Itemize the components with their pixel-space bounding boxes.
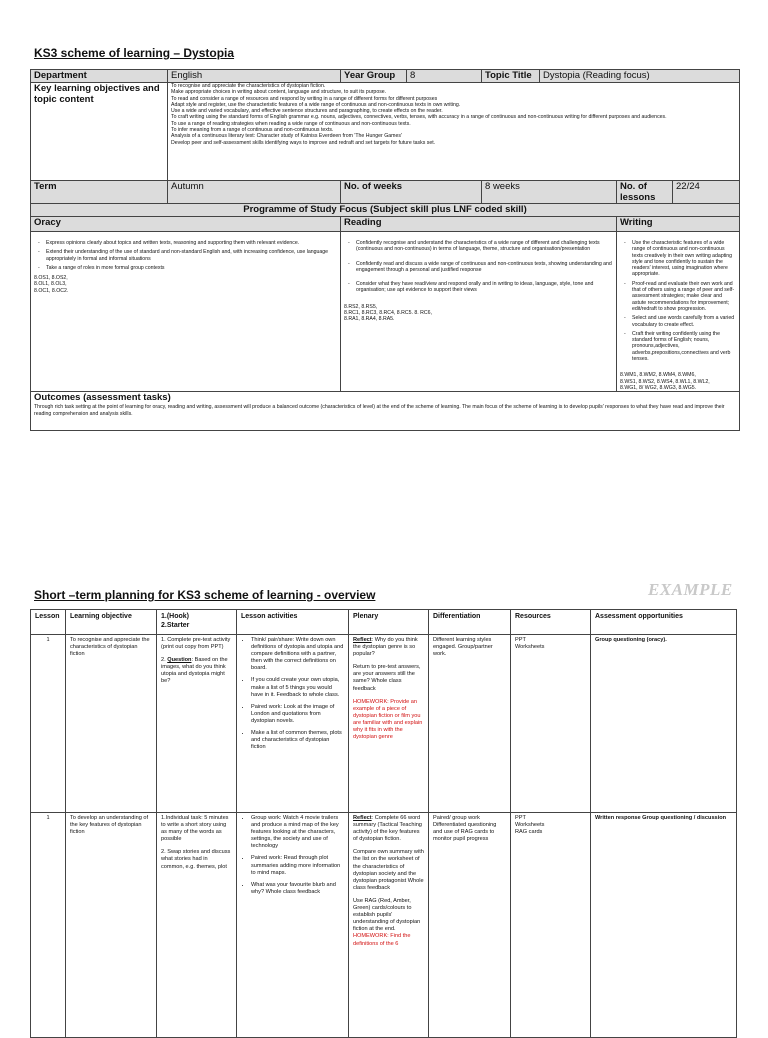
table-row [31, 813, 737, 1038]
question-label: Question [167, 657, 192, 664]
reflect-label: Reflect [353, 637, 372, 643]
department-value: English [168, 70, 341, 83]
differentiation-cell: Paired/ group work Differentiated questioning and use of RAG cards to monitor pupil progress [429, 813, 511, 1038]
assessment-cell: Written response Group questioning / discussion [591, 813, 737, 1038]
plenary-text: Compare own summary with the list on the worksheet of the characteristics of dystopian society and the dystopian protagonist Whole class feedback [353, 849, 424, 891]
header-starter [157, 610, 237, 635]
outcomes-text: Through rich task setting at the point of learning for oracy, reading and writing, assessment will produce a balanced outcome (characteristics of level) at the end of the scheme of learning. The main focus of the scheme of learning is to develop pupils' responses to what they have read and improve their reading comprehension and analysis skills. [34, 404, 725, 417]
year-group-value: 8 [407, 70, 482, 83]
header-resources: Resources [511, 610, 591, 635]
resource-item: PPT [515, 815, 526, 821]
objective-item: Use a wide and varied vocabulary, and effective sentence structures and paragraphing, to create effects on the reader. [171, 108, 443, 115]
objective-item: To use a range of reading strategies when reading a wide range of continuous and non-continuous texts. [171, 120, 411, 127]
differentiation-cell: Different learning styles engaged. Group/partner work. [429, 635, 511, 813]
resource-item: Worksheets [515, 644, 545, 651]
oracy-label: Oracy [31, 217, 341, 232]
activity-item: • Paired work: Look at the image of London and quotations from dystopian novels. [251, 704, 344, 725]
objective-item: To read and consider a range of resources and respond by writing in a range of different forms for different purposes [171, 95, 438, 102]
plenary-text: Return to pre-test answers, are your answers still the same? Whole class feedback [353, 664, 421, 692]
objectives-label: Key learning objectives and topic content [31, 83, 168, 181]
outcomes-label: Outcomes (assessment tasks) [34, 392, 171, 404]
writing-code: 8.WS1, 8.WS2, 8.WS4, 8.WL1, 8.WL2, [620, 378, 710, 385]
objective-item: Develop peer and self-assessment skills identifying ways to improve and redraft and set targets for future tasks set. [171, 139, 436, 146]
header-plenary: Plenary [349, 610, 429, 635]
resource-item: PPT [515, 637, 526, 643]
lesson-number: 1 [31, 635, 66, 813]
writing-item: - Proof-read and evaluate their own work and that of others using a range of peer and self-assessment strategies; make clear and astute recommendations for improvement; edit/redraft to show progression. [626, 281, 736, 312]
reading-code: 8.RC1, 8.RC3, 8.RC4, 8.RC5. 8. RC6, [344, 310, 432, 317]
writing-code: 8.WM1, 8.WM2, 8.WM4, 8.WM6, [620, 372, 696, 379]
scheme-table [30, 69, 740, 431]
example-watermark: EXAMPLE [648, 580, 733, 599]
lessons-value: 22/24 [673, 181, 740, 204]
activity-item: • What was your favourite blurb and why? Whole class feedback [251, 882, 344, 896]
starter-question: 2. Question: Based on the images, what do you think utopia and dystopia might be? [161, 657, 228, 685]
activity-item: • Group work: Watch 4 movie trailers and produce a mind map of the key features looking at the characters, settings, the society and use of technology [251, 815, 344, 850]
starter-cell [157, 635, 237, 813]
objective-item: Analysis of a continuous literary text: Character study of Katniss Everdeen from 'The Hunger Games' [171, 133, 402, 140]
reflect-label: Reflect [353, 815, 372, 821]
lesson-number: 1 [31, 813, 66, 1038]
plenary-cell [349, 813, 429, 1038]
planning-table [30, 609, 737, 1038]
plenary-cell [349, 635, 429, 813]
writing-code: 8.WG1, 8/ WG2, 8.WG3, 8.WG5. [620, 384, 697, 391]
oracy-item: - Take a range of roles in more formal group contexts [40, 265, 337, 271]
activity-item: • Make a list of common themes, plots and characteristics of dystopian fiction [251, 730, 344, 751]
reading-label: Reading [341, 217, 617, 232]
header-starter-label: 2.Starter [161, 622, 190, 629]
topic-title-label: Topic Title [482, 70, 540, 83]
objective-item: Adapt style and register, use the characteristic features of a wide range of continuous and non-continuous texts in own writing. [171, 101, 461, 108]
header-objective: Learning objective [66, 610, 157, 635]
learning-objective: To develop an understanding of the key features of dystopian fiction [66, 813, 157, 1038]
reading-code: 8.RA1, 8.RA4, 8.RA5. [344, 316, 395, 323]
header-differentiation: Differentiation [429, 610, 511, 635]
starter-text: 1.Individual task: 5 minutes to write a short story using as many of the words as possible [161, 815, 229, 843]
objectives-list [168, 83, 740, 181]
writing-cell [617, 232, 740, 392]
writing-item: - Craft their writing confidently using the standard forms of English; nouns, pronouns,adjectives, adverbs,prepositions,connectives and verb tenses. [626, 331, 736, 362]
homework-text: HOMEWORK: Find the definitions of the 6 [353, 933, 411, 947]
oracy-item: - Express opinions clearly about topics and written texts, reasoning and supporting them with relevant evidence. [40, 240, 337, 246]
reading-cell [341, 232, 617, 392]
plenary-text: Use RAG (Red, Amber, Green) cards/colours to establish pupils' understanding of dystopian fiction at the end. [353, 897, 421, 933]
writing-item: - Select and use words carefully from a varied vocabulary to create effect. [626, 315, 736, 328]
programme-label: Programme of Study Focus (Subject skill plus LNF coded skill) [31, 204, 740, 217]
oracy-cell [31, 232, 341, 392]
writing-item: - Use the characteristic features of a wide range of continuous and non-continuous texts creatively in their own writing adapting style and tone confidently to sustain the readers' interest, using imagination where appropriate. [626, 240, 736, 278]
oracy-code: 8.OC1, 8.OC2. [34, 287, 69, 294]
section-title: Short –term planning for KS3 scheme of learning - overview [34, 588, 376, 602]
department-label: Department [31, 70, 168, 83]
page-title: KS3 scheme of learning – Dystopia [34, 46, 235, 60]
starter-text: 1. Complete pre-test activity (print out copy from PPT) [161, 637, 231, 651]
oracy-item: - Extend their understanding of the use of standard and non-standard English and, with increasing confidence, use language appropriately in formal and informal situations [40, 249, 337, 262]
assessment-cell: Group questioning (oracy). [591, 635, 737, 813]
reading-item: - Confidently recognise and understand the characteristics of a wide range of different and challenging texts (continuous and non-continuous) in terms of language, theme, structure and organisation/presentation [350, 240, 613, 253]
term-value: Autumn [168, 181, 341, 204]
learning-objective: To recognise and appreciate the characteristics of dystopian fiction [66, 635, 157, 813]
resource-item: Worksheets [515, 822, 545, 829]
homework-text: HOMEWORK: Provide an example of a piece of dystopian fiction or film you are familiar with and explain why it fits in with the dystopian genre [353, 698, 423, 741]
reading-item: - Confidently read and discuss a wide range of continuous and non-continuous texts, showing understanding and engagement through a personal and justified response [350, 261, 613, 274]
header-activities: Lesson activities [237, 610, 349, 635]
starter-cell [157, 813, 237, 1038]
oracy-code: 8.OS1, 8.OS2, [34, 275, 68, 282]
resources-cell [511, 813, 591, 1038]
objective-item: To craft writing using the standard forms of English grammar e.g. nouns, adjectives, connectives, verbs, tenses, with accuracy in a range of continuous and non-continuous writing for different purposes and audiences. [171, 114, 667, 121]
weeks-label: No. of weeks [341, 181, 482, 204]
topic-title-value: Dystopia (Reading focus) [540, 70, 740, 83]
resources-cell [511, 635, 591, 813]
starter-text: 2. Swap stories and discuss what stories had in common, e.g. themes, plot [161, 849, 231, 870]
lessons-label: No. of lessons [617, 181, 673, 204]
outcomes-cell [31, 392, 740, 431]
objective-item: Make appropriate choices in writing about content, language and structure, to suit its purpose. [171, 89, 387, 96]
question-text: : Based on the images, what do you think utopia and dystopia might be? [161, 657, 228, 685]
activity-item: • Think/ pair/share: Write down own definitions of dystopia and utopia and compare definitions with a partner, then with the correct definitions on board. [251, 637, 344, 672]
weeks-value: 8 weeks [482, 181, 617, 204]
plenary-text: : Complete 66 word summary (Tactical Teaching activity) of the key features of dystopian fiction. [353, 815, 422, 843]
table-row [31, 635, 737, 813]
resource-item: RAG cards [515, 829, 543, 836]
term-label: Term [31, 181, 168, 204]
header-hook: 1.(Hook) [161, 613, 189, 620]
activity-item: • If you could create your own utopia, make a list of 5 things you would have in it. Feedback to whole class. [251, 677, 344, 698]
objective-item: To infer meaning from a range of continuous and non-continuous texts. [171, 127, 334, 134]
reading-code: 8.RS2, 8.RS5, [344, 303, 378, 310]
activities-cell [237, 813, 349, 1038]
activity-item: • Paired work: Read through plot summaries adding more information to mind maps. [251, 855, 344, 876]
plenary-text: : Why do you think the dystopian genre is so popular? [353, 637, 418, 658]
oracy-code: 8.OL1, 8.OL3, [34, 281, 67, 288]
header-lesson: Lesson [31, 610, 66, 635]
year-group-label: Year Group [341, 70, 407, 83]
header-assessment: Assessment opportunities [591, 610, 737, 635]
reading-item: - Consider what they have read/view and respond orally and in writing to ideas, language, style, tone and organisation; use apt evidence to support their views [350, 281, 613, 294]
objective-item: To recognise and appreciate the characteristics of dystopian fiction. [171, 83, 326, 89]
writing-label: Writing [617, 217, 740, 232]
activities-cell [237, 635, 349, 813]
